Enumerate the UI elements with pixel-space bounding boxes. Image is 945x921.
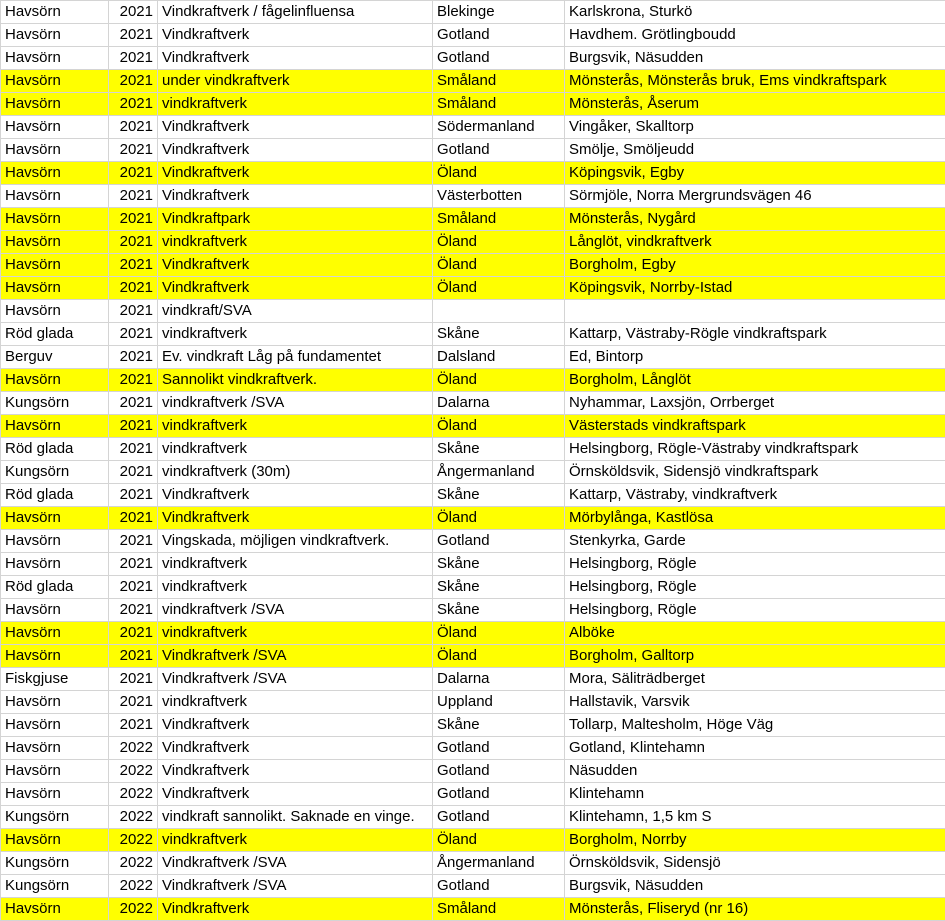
location-cell[interactable]: Mönsterås, Mönsterås bruk, Ems vindkraftspark (565, 70, 945, 93)
region-cell[interactable]: Skåne (433, 323, 565, 346)
year-cell[interactable]: 2021 (109, 599, 158, 622)
cause-cell[interactable]: Vingskada, möjligen vindkraftverk. (158, 530, 433, 553)
species-cell[interactable]: Havsörn (1, 829, 109, 852)
region-cell[interactable]: Blekinge (433, 1, 565, 24)
location-cell[interactable]: Köpingsvik, Egby (565, 162, 945, 185)
table-row (1, 829, 945, 852)
year-cell[interactable]: 2021 (109, 691, 158, 714)
region-cell[interactable]: Skåne (433, 714, 565, 737)
year-cell[interactable]: 2021 (109, 1, 158, 24)
cause-cell[interactable]: under vindkraftverk (158, 70, 433, 93)
species-cell[interactable]: Kungsörn (1, 852, 109, 875)
cause-cell[interactable]: vindkraftverk (30m) (158, 461, 433, 484)
region-cell[interactable]: Öland (433, 369, 565, 392)
year-cell[interactable]: 2021 (109, 93, 158, 116)
table-row (1, 300, 945, 323)
region-cell[interactable]: Gotland (433, 24, 565, 47)
species-cell[interactable]: Kungsörn (1, 461, 109, 484)
cause-cell[interactable]: Sannolikt vindkraftverk. (158, 369, 433, 392)
year-cell[interactable]: 2021 (109, 668, 158, 691)
table-row (1, 70, 945, 93)
table-row (1, 24, 945, 47)
cause-cell[interactable]: Vindkraftverk (158, 116, 433, 139)
species-cell[interactable]: Havsörn (1, 622, 109, 645)
species-cell[interactable]: Havsörn (1, 231, 109, 254)
table-row (1, 369, 945, 392)
location-cell[interactable]: Klintehamn, 1,5 km S (565, 806, 945, 829)
cause-cell[interactable]: Vindkraftverk (158, 484, 433, 507)
year-cell[interactable]: 2021 (109, 553, 158, 576)
table-row (1, 484, 945, 507)
cause-cell[interactable]: Vindkraftverk /SVA (158, 852, 433, 875)
table-row (1, 415, 945, 438)
year-cell[interactable]: 2021 (109, 461, 158, 484)
species-cell[interactable]: Havsörn (1, 691, 109, 714)
species-cell[interactable]: Röd glada (1, 576, 109, 599)
region-cell[interactable]: Gotland (433, 875, 565, 898)
species-cell[interactable]: Havsörn (1, 93, 109, 116)
year-cell[interactable]: 2022 (109, 783, 158, 806)
species-cell[interactable]: Kungsörn (1, 806, 109, 829)
region-cell[interactable]: Öland (433, 162, 565, 185)
location-cell[interactable]: Helsingborg, Rögle-Västraby vindkraftspark (565, 438, 945, 461)
cause-cell[interactable]: Vindkraftverk (158, 47, 433, 70)
location-cell[interactable]: Mönsterås, Fliseryd (nr 16) (565, 898, 945, 921)
region-cell[interactable]: Skåne (433, 438, 565, 461)
table-row (1, 783, 945, 806)
species-cell[interactable]: Berguv (1, 346, 109, 369)
cause-cell[interactable]: vindkraft/SVA (158, 300, 433, 323)
cause-cell[interactable]: Vindkraftverk /SVA (158, 668, 433, 691)
location-cell[interactable]: Borgholm, Långlöt (565, 369, 945, 392)
location-cell[interactable]: Örnsköldsvik, Sidensjö (565, 852, 945, 875)
location-cell[interactable]: Mönsterås, Åserum (565, 93, 945, 116)
table-row (1, 553, 945, 576)
table-row (1, 599, 945, 622)
table-row (1, 116, 945, 139)
region-cell[interactable]: Dalarna (433, 668, 565, 691)
cause-cell[interactable]: vindkraftverk /SVA (158, 392, 433, 415)
table-row (1, 875, 945, 898)
table-row (1, 392, 945, 415)
table-row (1, 277, 945, 300)
species-cell[interactable]: Röd glada (1, 438, 109, 461)
table-row (1, 185, 945, 208)
species-cell[interactable]: Havsörn (1, 47, 109, 70)
region-cell[interactable]: Småland (433, 93, 565, 116)
location-cell[interactable]: Vingåker, Skalltorp (565, 116, 945, 139)
location-cell[interactable]: Burgsvik, Näsudden (565, 875, 945, 898)
spreadsheet-rows (1, 1, 945, 921)
species-cell[interactable]: Havsörn (1, 277, 109, 300)
year-cell[interactable]: 2021 (109, 714, 158, 737)
location-cell[interactable]: Västerstads vindkraftspark (565, 415, 945, 438)
location-cell[interactable]: Kattarp, Västraby, vindkraftverk (565, 484, 945, 507)
location-cell[interactable]: Borgholm, Galltorp (565, 645, 945, 668)
region-cell[interactable]: Småland (433, 898, 565, 921)
location-cell[interactable]: Karlskrona, Sturkö (565, 1, 945, 24)
region-cell[interactable]: Ångermanland (433, 461, 565, 484)
cause-cell[interactable]: Vindkraftverk (158, 783, 433, 806)
year-cell[interactable]: 2022 (109, 898, 158, 921)
species-cell[interactable]: Havsörn (1, 737, 109, 760)
year-cell[interactable]: 2021 (109, 139, 158, 162)
region-cell[interactable]: Öland (433, 507, 565, 530)
year-cell[interactable]: 2022 (109, 737, 158, 760)
table-row (1, 760, 945, 783)
species-cell[interactable]: Havsörn (1, 599, 109, 622)
cause-cell[interactable]: Vindkraftverk (158, 737, 433, 760)
region-cell[interactable]: Gotland (433, 806, 565, 829)
year-cell[interactable]: 2021 (109, 622, 158, 645)
location-cell[interactable]: Havdhem. Grötlingboudd (565, 24, 945, 47)
species-cell[interactable]: Havsörn (1, 369, 109, 392)
table-row (1, 323, 945, 346)
cause-cell[interactable]: Vindkraftverk /SVA (158, 645, 433, 668)
species-cell[interactable]: Havsörn (1, 553, 109, 576)
table-row (1, 898, 945, 921)
cause-cell[interactable]: Vindkraftverk (158, 24, 433, 47)
species-cell[interactable]: Havsörn (1, 714, 109, 737)
cause-cell[interactable]: Vindkraftverk (158, 760, 433, 783)
cause-cell[interactable]: vindkraftverk (158, 438, 433, 461)
location-cell[interactable]: Gotland, Klintehamn (565, 737, 945, 760)
table-row (1, 714, 945, 737)
table-row (1, 507, 945, 530)
region-cell[interactable]: Öland (433, 645, 565, 668)
cause-cell[interactable]: Vindkraftverk (158, 714, 433, 737)
location-cell[interactable]: Mönsterås, Nygård (565, 208, 945, 231)
region-cell[interactable]: Öland (433, 829, 565, 852)
year-cell[interactable]: 2021 (109, 346, 158, 369)
region-cell[interactable]: Skåne (433, 553, 565, 576)
species-cell[interactable]: Havsörn (1, 415, 109, 438)
year-cell[interactable]: 2022 (109, 829, 158, 852)
cause-cell[interactable]: vindkraftverk (158, 691, 433, 714)
year-cell[interactable]: 2021 (109, 530, 158, 553)
species-cell[interactable]: Havsörn (1, 507, 109, 530)
species-cell[interactable]: Fiskgjuse (1, 668, 109, 691)
species-cell[interactable]: Havsörn (1, 208, 109, 231)
cause-cell[interactable]: vindkraftverk (158, 231, 433, 254)
region-cell[interactable]: Öland (433, 415, 565, 438)
cause-cell[interactable]: Vindkraftverk /SVA (158, 875, 433, 898)
region-cell[interactable]: Ångermanland (433, 852, 565, 875)
cause-cell[interactable]: Vindkraftverk (158, 139, 433, 162)
species-cell[interactable]: Havsörn (1, 185, 109, 208)
cause-cell[interactable]: vindkraftverk (158, 829, 433, 852)
location-cell[interactable]: Kattarp, Västraby-Rögle vindkraftspark (565, 323, 945, 346)
table-row (1, 438, 945, 461)
year-cell[interactable]: 2021 (109, 254, 158, 277)
location-cell[interactable]: Sörmjöle, Norra Mergrundsvägen 46 (565, 185, 945, 208)
location-cell[interactable]: Näsudden (565, 760, 945, 783)
table-row (1, 461, 945, 484)
year-cell[interactable]: 2021 (109, 231, 158, 254)
species-cell[interactable]: Havsörn (1, 116, 109, 139)
year-cell[interactable]: 2022 (109, 806, 158, 829)
location-cell[interactable]: Långlöt, vindkraftverk (565, 231, 945, 254)
table-row (1, 622, 945, 645)
region-cell[interactable]: Öland (433, 277, 565, 300)
region-cell[interactable]: Uppland (433, 691, 565, 714)
year-cell[interactable]: 2021 (109, 70, 158, 93)
cause-cell[interactable]: Vindkraftverk (158, 277, 433, 300)
year-cell[interactable]: 2021 (109, 116, 158, 139)
table-row (1, 47, 945, 70)
location-cell[interactable]: Ed, Bintorp (565, 346, 945, 369)
location-cell[interactable]: Tollarp, Maltesholm, Höge Väg (565, 714, 945, 737)
table-row (1, 852, 945, 875)
year-cell[interactable]: 2021 (109, 24, 158, 47)
species-cell[interactable]: Havsörn (1, 645, 109, 668)
table-row (1, 346, 945, 369)
species-cell[interactable]: Kungsörn (1, 875, 109, 898)
year-cell[interactable]: 2022 (109, 760, 158, 783)
year-cell[interactable]: 2021 (109, 369, 158, 392)
year-cell[interactable]: 2021 (109, 185, 158, 208)
location-cell[interactable]: Helsingborg, Rögle (565, 576, 945, 599)
year-cell[interactable]: 2021 (109, 208, 158, 231)
year-cell[interactable]: 2021 (109, 484, 158, 507)
cause-cell[interactable]: Ev. vindkraft Låg på fundamentet (158, 346, 433, 369)
cause-cell[interactable]: Vindkraftpark (158, 208, 433, 231)
year-cell[interactable]: 2021 (109, 438, 158, 461)
cause-cell[interactable]: vindkraftverk (158, 553, 433, 576)
species-cell[interactable]: Havsörn (1, 300, 109, 323)
region-cell[interactable]: Gotland (433, 783, 565, 806)
location-cell[interactable]: Mörbylånga, Kastlösa (565, 507, 945, 530)
region-cell[interactable]: Gotland (433, 47, 565, 70)
species-cell[interactable]: Röd glada (1, 323, 109, 346)
cause-cell[interactable]: vindkraft sannolikt. Saknade en vinge. (158, 806, 433, 829)
location-cell[interactable]: Smölje, Smöljeudd (565, 139, 945, 162)
cause-cell[interactable]: vindkraftverk (158, 622, 433, 645)
location-cell[interactable]: Stenkyrka, Garde (565, 530, 945, 553)
table-row (1, 691, 945, 714)
location-cell[interactable]: Helsingborg, Rögle (565, 553, 945, 576)
location-cell[interactable]: Klintehamn (565, 783, 945, 806)
cause-cell[interactable]: Vindkraftverk / fågelinfluensa (158, 1, 433, 24)
region-cell[interactable]: Skåne (433, 576, 565, 599)
location-cell[interactable] (565, 300, 945, 323)
region-cell[interactable]: Gotland (433, 139, 565, 162)
table-row (1, 668, 945, 691)
region-cell[interactable]: Skåne (433, 599, 565, 622)
cause-cell[interactable]: Vindkraftverk (158, 185, 433, 208)
year-cell[interactable]: 2021 (109, 300, 158, 323)
species-cell[interactable]: Havsörn (1, 162, 109, 185)
region-cell[interactable]: Södermanland (433, 116, 565, 139)
location-cell[interactable]: Nyhammar, Laxsjön, Orrberget (565, 392, 945, 415)
region-cell[interactable]: Gotland (433, 760, 565, 783)
region-cell[interactable]: Dalsland (433, 346, 565, 369)
year-cell[interactable]: 2021 (109, 323, 158, 346)
species-cell[interactable]: Havsörn (1, 24, 109, 47)
year-cell[interactable]: 2021 (109, 576, 158, 599)
year-cell[interactable]: 2021 (109, 415, 158, 438)
table-row (1, 645, 945, 668)
species-cell[interactable]: Havsörn (1, 70, 109, 93)
region-cell[interactable]: Öland (433, 231, 565, 254)
species-cell[interactable]: Havsörn (1, 783, 109, 806)
year-cell[interactable]: 2022 (109, 875, 158, 898)
year-cell[interactable]: 2021 (109, 277, 158, 300)
species-cell[interactable]: Kungsörn (1, 392, 109, 415)
location-cell[interactable]: Köpingsvik, Norrby-Istad (565, 277, 945, 300)
year-cell[interactable]: 2021 (109, 392, 158, 415)
cause-cell[interactable]: Vindkraftverk (158, 898, 433, 921)
species-cell[interactable]: Havsörn (1, 760, 109, 783)
species-cell[interactable]: Havsörn (1, 530, 109, 553)
table-row (1, 93, 945, 116)
location-cell[interactable]: Örnsköldsvik, Sidensjö vindkraftspark (565, 461, 945, 484)
location-cell[interactable]: Borgholm, Egby (565, 254, 945, 277)
species-cell[interactable]: Havsörn (1, 1, 109, 24)
region-cell[interactable]: Västerbotten (433, 185, 565, 208)
table-row (1, 139, 945, 162)
cause-cell[interactable]: Vindkraftverk (158, 507, 433, 530)
region-cell[interactable] (433, 300, 565, 323)
cause-cell[interactable]: vindkraftverk (158, 415, 433, 438)
year-cell[interactable]: 2021 (109, 507, 158, 530)
cause-cell[interactable]: vindkraftverk /SVA (158, 599, 433, 622)
species-cell[interactable]: Havsörn (1, 898, 109, 921)
region-cell[interactable]: Småland (433, 70, 565, 93)
year-cell[interactable]: 2021 (109, 162, 158, 185)
region-cell[interactable]: Gotland (433, 737, 565, 760)
cause-cell[interactable]: vindkraftverk (158, 93, 433, 116)
region-cell[interactable]: Skåne (433, 484, 565, 507)
species-cell[interactable]: Röd glada (1, 484, 109, 507)
species-cell[interactable]: Havsörn (1, 254, 109, 277)
region-cell[interactable]: Småland (433, 208, 565, 231)
table-row (1, 576, 945, 599)
year-cell[interactable]: 2022 (109, 852, 158, 875)
table-row (1, 530, 945, 553)
location-cell[interactable]: Alböke (565, 622, 945, 645)
table-row (1, 231, 945, 254)
cause-cell[interactable]: vindkraftverk (158, 576, 433, 599)
region-cell[interactable]: Öland (433, 254, 565, 277)
year-cell[interactable]: 2021 (109, 645, 158, 668)
species-cell[interactable]: Havsörn (1, 139, 109, 162)
location-cell[interactable]: Borgholm, Norrby (565, 829, 945, 852)
table-row (1, 208, 945, 231)
table-row (1, 1, 945, 24)
region-cell[interactable]: Gotland (433, 530, 565, 553)
table-row (1, 162, 945, 185)
table-row (1, 737, 945, 760)
year-cell[interactable]: 2021 (109, 47, 158, 70)
location-cell[interactable]: Burgsvik, Näsudden (565, 47, 945, 70)
location-cell[interactable]: Hallstavik, Varsvik (565, 691, 945, 714)
cause-cell[interactable]: vindkraftverk (158, 323, 433, 346)
region-cell[interactable]: Dalarna (433, 392, 565, 415)
cause-cell[interactable]: Vindkraftverk (158, 254, 433, 277)
cause-cell[interactable]: Vindkraftverk (158, 162, 433, 185)
region-cell[interactable]: Öland (433, 622, 565, 645)
table-row (1, 806, 945, 829)
table-row (1, 254, 945, 277)
location-cell[interactable]: Helsingborg, Rögle (565, 599, 945, 622)
location-cell[interactable]: Mora, Säliträdberget (565, 668, 945, 691)
